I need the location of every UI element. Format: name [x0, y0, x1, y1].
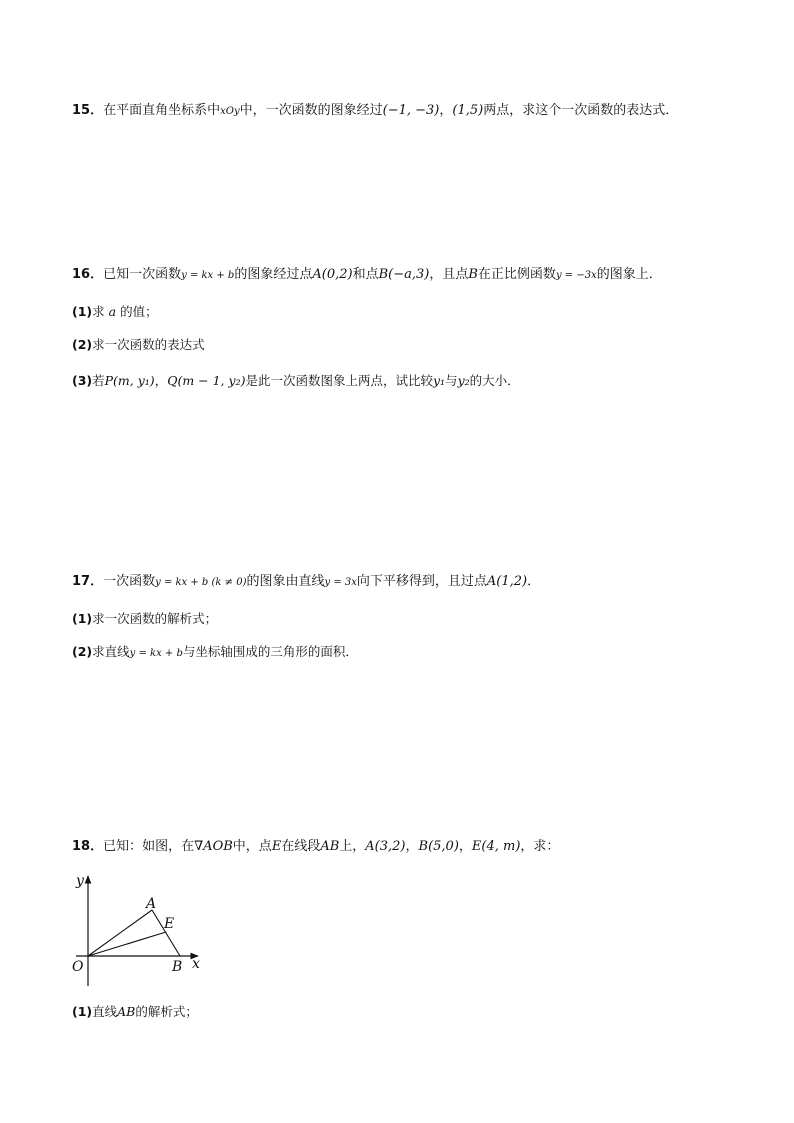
part-label: (1) — [72, 304, 93, 319]
part-label: (1) — [72, 611, 93, 626]
part-label: (2) — [72, 644, 93, 659]
math-expression: y = −3x — [555, 270, 597, 281]
label-a: A — [146, 896, 157, 912]
question-text: ， — [458, 839, 472, 854]
question-17 — [72, 573, 540, 592]
part-text: 是此一次函数图象上两点，试比较 — [245, 373, 433, 388]
math-expression: (1,5) — [452, 103, 484, 118]
question-text: 上， — [339, 839, 366, 854]
math-expression: ∇AOB — [194, 839, 233, 854]
part-text: 求 — [92, 304, 105, 319]
question-15 — [72, 102, 678, 121]
question-17-part-2 — [72, 643, 358, 663]
question-text: ，且点 — [429, 267, 469, 282]
math-expression: y = 3x — [324, 577, 357, 588]
math-expression: y = kx + b (k ≠ 0) — [155, 577, 247, 588]
math-expression: y₁ — [432, 373, 446, 388]
label-o: O — [72, 959, 84, 975]
math-expression: xOy — [220, 106, 240, 117]
math-expression: A(0,2) — [312, 267, 353, 282]
math-expression: Q(m − 1, y₂) — [167, 373, 246, 388]
math-expression: y = kx + b — [129, 648, 183, 659]
math-expression: E — [271, 839, 282, 854]
question-text: ． — [527, 574, 541, 589]
label-y: y — [76, 873, 84, 889]
question-18-part-1 — [72, 1003, 198, 1021]
question-text: 两点，求这个一次函数的表达式． — [483, 103, 679, 118]
question-text: 的图象由直线 — [246, 574, 325, 589]
question-text: 的图象上． — [596, 267, 662, 282]
math-expression: A(1,2) — [486, 574, 528, 589]
question-16 — [72, 266, 662, 285]
segment-oa — [88, 910, 152, 956]
math-expression: B(5,0) — [418, 839, 459, 854]
part-text: 若 — [92, 373, 105, 388]
math-expression: a — [108, 304, 117, 319]
question-text: 在平面直角坐标系中 — [103, 103, 221, 118]
label-b: B — [172, 959, 183, 975]
question-number: 17． — [72, 574, 104, 589]
question-number: 16． — [72, 267, 104, 282]
math-expression: A(3,2) — [365, 839, 406, 854]
part-text: 与 — [445, 373, 458, 388]
segment-oe — [88, 932, 166, 956]
part-label: (3) — [72, 373, 93, 388]
part-text: 的解析式； — [135, 1004, 198, 1019]
part-text: 求一次函数的解析式； — [92, 611, 218, 626]
question-text: 和点 — [352, 267, 379, 282]
question-16-part-2 — [72, 336, 205, 354]
part-text: 与坐标轴围成的三角形的面积． — [182, 644, 358, 659]
math-expression: AB — [320, 839, 340, 854]
part-label: (1) — [72, 1004, 93, 1019]
question-text: 已知：如图，在 — [103, 839, 195, 854]
math-expression: P(m, y₁) — [104, 373, 155, 388]
question-16-part-1 — [72, 303, 158, 321]
part-text: 求一次函数的表达式 — [92, 337, 205, 352]
question-text: 向下平移得到，且过点 — [356, 574, 487, 589]
question-17-part-1 — [72, 610, 217, 628]
question-number: 15． — [72, 103, 104, 118]
question-number: 18． — [72, 839, 104, 854]
part-label: (2) — [72, 337, 93, 352]
label-x: x — [192, 956, 200, 972]
question-18 — [72, 838, 559, 856]
question-text: 在线段 — [281, 839, 321, 854]
question-text: ， — [439, 103, 453, 118]
math-expression: B — [468, 267, 478, 282]
question-text: 中，一次函数的图象经过 — [239, 103, 383, 118]
label-e: E — [164, 916, 175, 932]
triangle-figure — [70, 868, 210, 988]
part-text: ， — [154, 373, 168, 388]
math-expression: B(−a,3) — [378, 267, 430, 282]
math-expression: AB — [117, 1004, 136, 1019]
question-16-part-3 — [72, 372, 520, 390]
part-text: 的值； — [120, 304, 158, 319]
question-text: 的图象经过点 — [234, 267, 313, 282]
math-expression: (−1, −3) — [382, 103, 440, 118]
question-text: ，求： — [520, 839, 560, 854]
question-text: 在正比例函数 — [477, 267, 556, 282]
question-text: 中，点 — [232, 839, 272, 854]
math-expression: y₂ — [457, 373, 470, 388]
part-text: 直线 — [92, 1004, 118, 1019]
math-expression: E(4, m) — [471, 839, 521, 854]
math-expression: y = kx + b — [181, 270, 235, 281]
question-text: 一次函数 — [103, 574, 156, 589]
part-text: 求直线 — [92, 644, 130, 659]
question-text: 已知一次函数 — [103, 267, 182, 282]
question-text: ， — [405, 839, 419, 854]
part-text: 的大小． — [469, 373, 520, 388]
